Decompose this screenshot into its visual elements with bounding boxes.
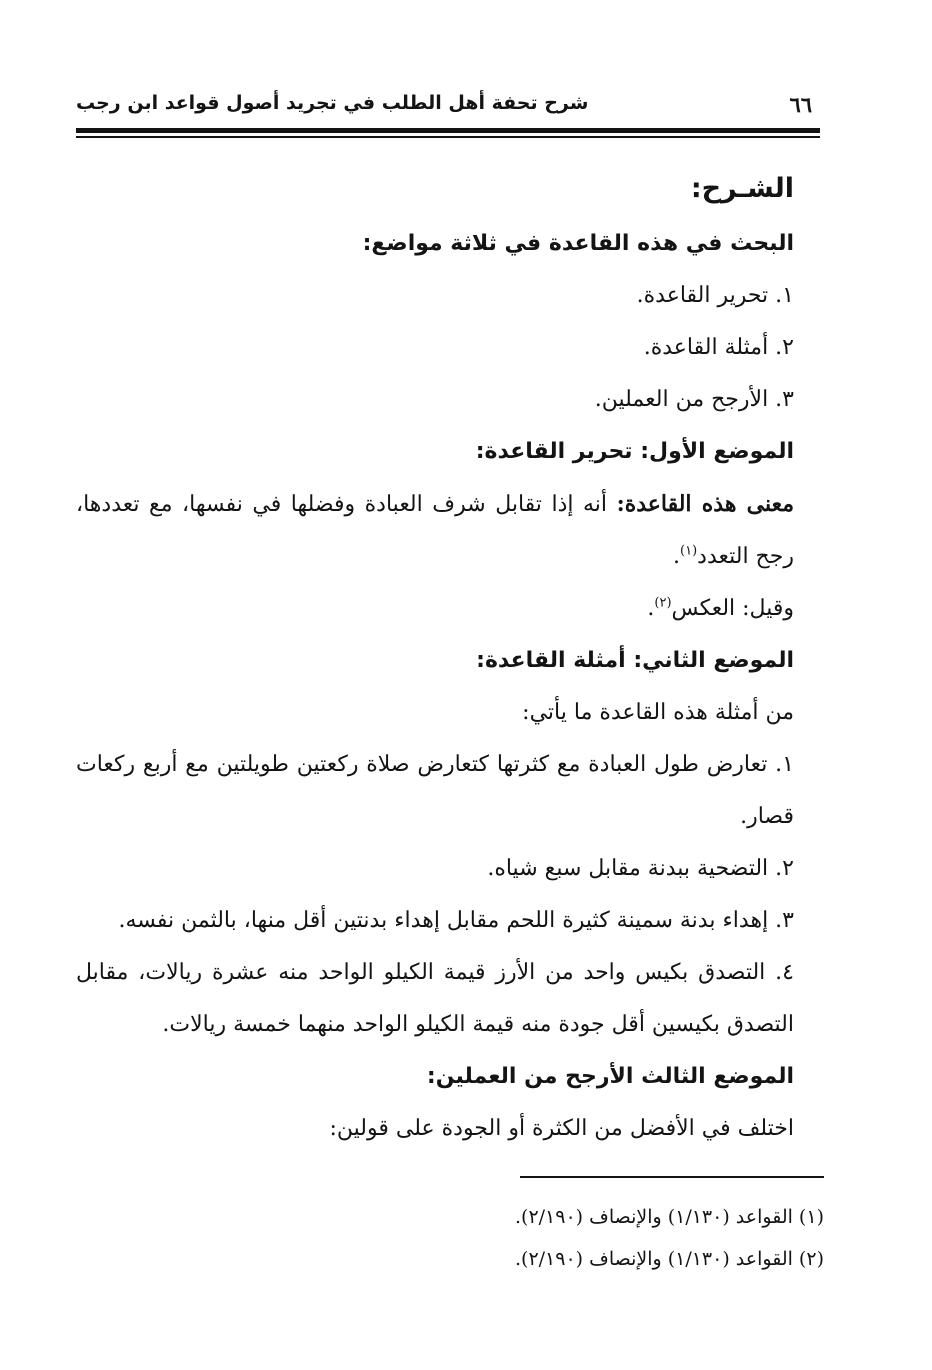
footnote-ref-2[interactable]: (٢) xyxy=(654,595,672,611)
topic-item: ١. تحرير القاعدة. xyxy=(636,283,794,308)
section-1-heading: الموضع الأول: تحرير القاعدة: xyxy=(475,439,794,464)
footnote-2: (٢) القواعد (١/١٣٠) والإنصاف (٢/١٩٠). xyxy=(514,1248,824,1270)
footnote-1: (١) القواعد (١/١٣٠) والإنصاف (٢/١٩٠). xyxy=(514,1206,824,1228)
meaning-text: أنه إذا تقابل شرف العبادة وفضلها في نفسها، مع تعددها، رجح التعدد xyxy=(76,492,794,569)
alt-text: وقيل: العكس xyxy=(671,596,794,621)
footnote-ref-1[interactable]: (١) xyxy=(680,543,698,559)
footnotes xyxy=(320,1196,824,1280)
running-header xyxy=(76,88,820,120)
alt-end: . xyxy=(647,596,655,621)
page-number: ٦٦ xyxy=(789,92,812,117)
example-item: ١. تعارض طول العبادة مع كثرتها كتعارض صلاة ركعتين طويلتين مع أربع ركعات قصار. xyxy=(76,752,794,829)
section-3-text: اختلف في الأفضل من الكثرة أو الجودة على قولين: xyxy=(329,1116,794,1141)
section-3-heading: الموضع الثالث الأرجح من العملين: xyxy=(426,1064,794,1089)
topic-item: ٢. أمثلة القاعدة. xyxy=(643,335,794,360)
main-text xyxy=(76,160,794,1155)
example-item: ٣. إهداء بدنة سمينة كثيرة اللحم مقابل إهداء بدنتين أقل منها، بالثمن نفسه. xyxy=(118,908,794,933)
intro-heading: البحث في هذه القاعدة في ثلاثة مواضع: xyxy=(362,231,794,256)
examples-intro: من أمثلة هذه القاعدة ما يأتي: xyxy=(522,700,794,725)
topic-item: ٣. الأرجح من العملين. xyxy=(594,387,794,412)
meaning-paragraph xyxy=(76,478,794,583)
header-rule-thick xyxy=(76,128,820,133)
sharh-title: الشـرح: xyxy=(690,173,794,204)
book-title: شرح تحفة أهل الطلب في تجريد أصول قواعد ابن رجب xyxy=(76,92,589,114)
header-rule-thin xyxy=(76,136,820,138)
example-item: ٢. التضحية ببدنة مقابل سبع شياه. xyxy=(487,856,794,881)
meaning-label: معنى هذه القاعدة: xyxy=(616,491,794,517)
example-item: ٤. التصدق بكيس واحد من الأرز قيمة الكيلو الواحد منه عشرة ريالات، مقابل التصدق بكيسين أقل جودة منه قيمة الكيلو الواحد منهما خمسة ريالات. xyxy=(76,960,794,1037)
footnote-separator xyxy=(520,1176,824,1178)
meaning-end: . xyxy=(673,544,681,569)
alternative-opinion xyxy=(76,583,794,635)
section-2-heading: الموضع الثاني: أمثلة القاعدة: xyxy=(476,648,794,673)
